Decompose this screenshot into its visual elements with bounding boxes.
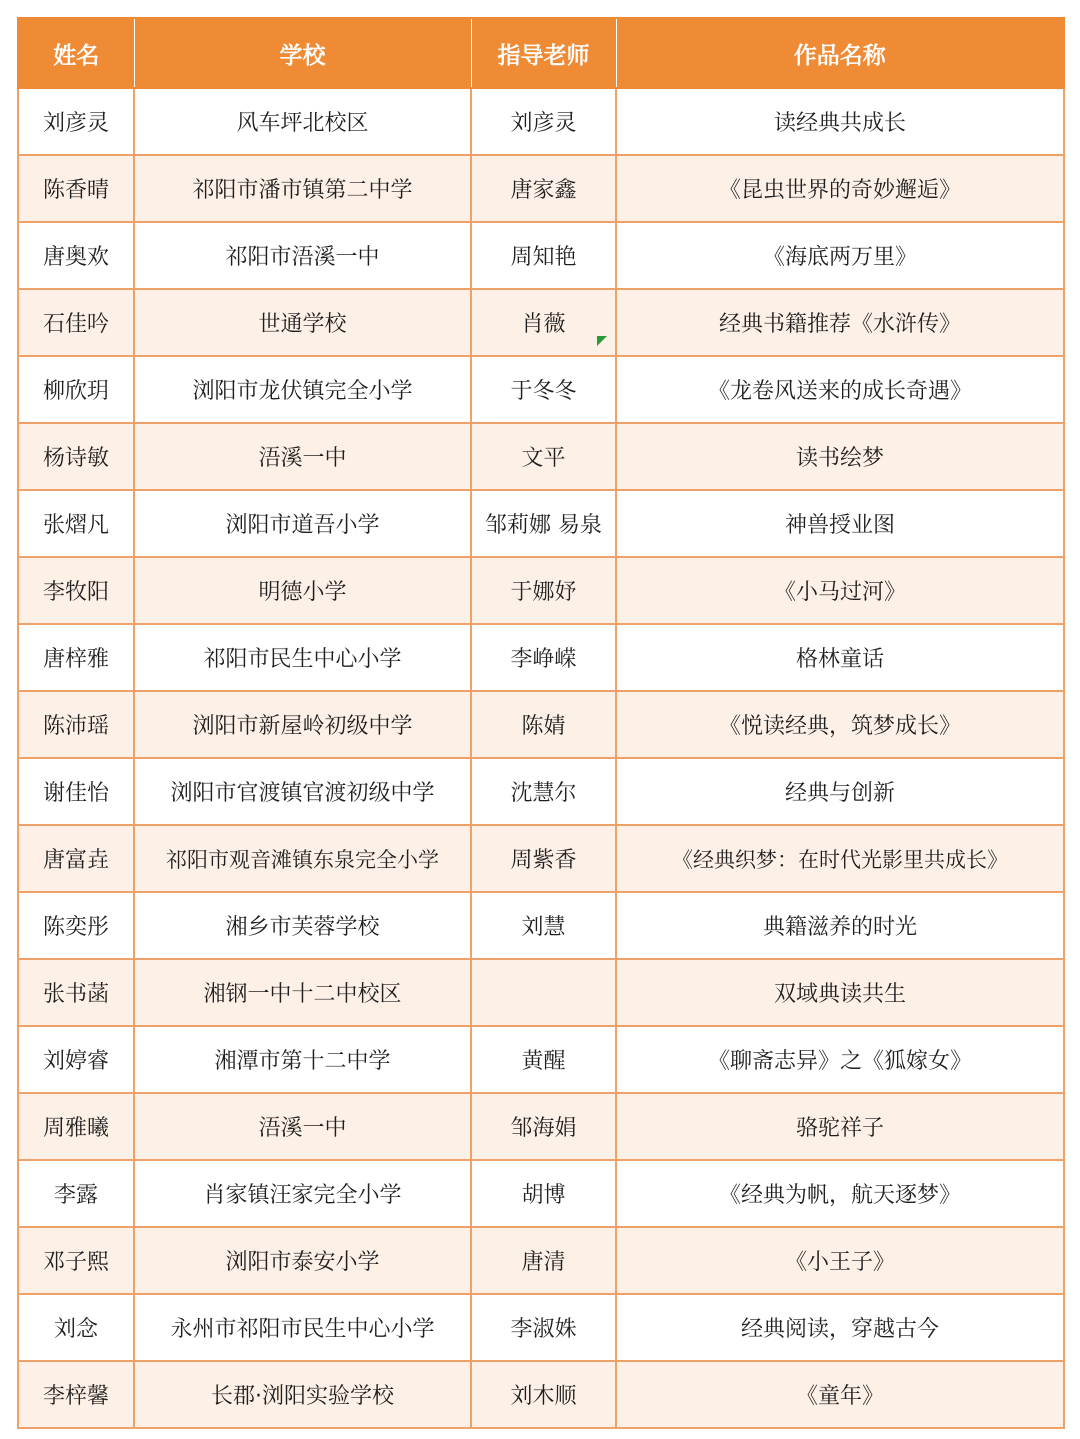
cell-name: 李露 [18,1160,134,1227]
cell-school: 明德小学 [134,557,471,624]
table-row [18,825,1064,892]
cell-work: 《龙卷风送来的成长奇遇》 [616,356,1064,423]
cell-school: 永州市祁阳市民生中心小学 [134,1294,471,1361]
cell-work: 格林童话 [616,624,1064,691]
cell-school: 祁阳市浯溪一中 [134,222,471,289]
table-row [18,490,1064,557]
cell-teacher: 唐家鑫 [471,155,616,222]
cell-work: 骆驼祥子 [616,1093,1064,1160]
cell-work: 典籍滋养的时光 [616,892,1064,959]
cell-teacher: 邹海娟 [471,1093,616,1160]
award-table [17,17,1065,1429]
cell-name: 石佳吟 [18,289,134,356]
cell-name: 张书菡 [18,959,134,1026]
table-row [18,1093,1064,1160]
table-row [18,88,1064,155]
cell-work: 《经典织梦：在时代光影里共成长》 [616,825,1064,892]
cell-work: 经典书籍推荐《水浒传》 [616,289,1064,356]
cell-teacher: 刘慧 [471,892,616,959]
table-row [18,222,1064,289]
cell-teacher: 唐清 [471,1227,616,1294]
cell-name: 唐梓雅 [18,624,134,691]
cell-teacher: 文平 [471,423,616,490]
cell-work: 《经典为帆，航天逐梦》 [616,1160,1064,1227]
cell-school: 浏阳市新屋岭初级中学 [134,691,471,758]
header-row [18,18,1064,88]
cell-teacher [471,959,616,1026]
table-row [18,356,1064,423]
table-row [18,557,1064,624]
cell-work: 读书绘梦 [616,423,1064,490]
cell-teacher: 黄醒 [471,1026,616,1093]
cell-work: 经典与创新 [616,758,1064,825]
cell-name: 唐奥欢 [18,222,134,289]
cell-name: 谢佳怡 [18,758,134,825]
cell-school: 世通学校 [134,289,471,356]
cell-name: 柳欣玥 [18,356,134,423]
cell-teacher: 于娜妤 [471,557,616,624]
cell-teacher: 肖薇 [471,289,616,356]
table-row [18,959,1064,1026]
cell-name: 刘彦灵 [18,88,134,155]
cell-teacher: 于冬冬 [471,356,616,423]
cell-name: 李牧阳 [18,557,134,624]
cell-teacher: 陈婧 [471,691,616,758]
cell-school: 浏阳市龙伏镇完全小学 [134,356,471,423]
cell-school: 祁阳市民生中心小学 [134,624,471,691]
cell-teacher: 沈慧尔 [471,758,616,825]
cell-school: 浏阳市泰安小学 [134,1227,471,1294]
cell-work: 双域典读共生 [616,959,1064,1026]
header-work: 作品名称 [616,18,1064,88]
cell-teacher: 邹莉娜 易泉 [471,490,616,557]
cell-work: 读经典共成长 [616,88,1064,155]
header-teacher: 指导老师 [471,18,616,88]
cell-name: 陈香晴 [18,155,134,222]
cell-work: 《昆虫世界的奇妙邂逅》 [616,155,1064,222]
cell-school: 祁阳市观音滩镇东泉完全小学 [134,825,471,892]
table-row [18,289,1064,356]
table-row [18,1361,1064,1428]
cell-name: 李梓馨 [18,1361,134,1428]
cell-teacher: 胡博 [471,1160,616,1227]
table-row [18,892,1064,959]
table-row [18,155,1064,222]
cell-teacher: 李淑姝 [471,1294,616,1361]
cell-name: 陈沛瑶 [18,691,134,758]
cell-teacher: 刘彦灵 [471,88,616,155]
cell-school: 湘潭市第十二中学 [134,1026,471,1093]
cell-school: 祁阳市潘市镇第二中学 [134,155,471,222]
cell-school: 浏阳市道吾小学 [134,490,471,557]
table-body [18,88,1064,1428]
cell-teacher: 李峥嵘 [471,624,616,691]
cell-work: 神兽授业图 [616,490,1064,557]
cell-school: 肖家镇汪家完全小学 [134,1160,471,1227]
cell-school: 风车坪北校区 [134,88,471,155]
cell-name: 刘念 [18,1294,134,1361]
cell-school: 浯溪一中 [134,423,471,490]
cell-name: 杨诗敏 [18,423,134,490]
award-table-container [17,17,1063,1429]
cell-work: 《小王子》 [616,1227,1064,1294]
cell-name: 唐富垚 [18,825,134,892]
cell-teacher: 周知艳 [471,222,616,289]
table-row [18,624,1064,691]
cell-school: 湘钢一中十二中校区 [134,959,471,1026]
cell-school: 浯溪一中 [134,1093,471,1160]
cell-work: 《童年》 [616,1361,1064,1428]
cell-school: 湘乡市芙蓉学校 [134,892,471,959]
cell-work: 《海底两万里》 [616,222,1064,289]
table-row [18,423,1064,490]
cell-school: 长郡·浏阳实验学校 [134,1361,471,1428]
cell-comment-marker-icon [597,336,607,346]
table-row [18,691,1064,758]
cell-teacher: 刘木顺 [471,1361,616,1428]
cell-name: 周雅曦 [18,1093,134,1160]
table-row [18,1160,1064,1227]
cell-name: 刘婷睿 [18,1026,134,1093]
cell-school: 浏阳市官渡镇官渡初级中学 [134,758,471,825]
cell-name: 邓子熙 [18,1227,134,1294]
table-row [18,1227,1064,1294]
cell-name: 陈奕彤 [18,892,134,959]
header-name: 姓名 [18,18,134,88]
header-school: 学校 [134,18,471,88]
table-row [18,1294,1064,1361]
cell-work: 经典阅读，穿越古今 [616,1294,1064,1361]
cell-work: 《小马过河》 [616,557,1064,624]
table-row [18,758,1064,825]
cell-work: 《悦读经典，筑梦成长》 [616,691,1064,758]
table-row [18,1026,1064,1093]
cell-teacher: 周紫香 [471,825,616,892]
table-header [18,18,1064,88]
cell-name: 张熠凡 [18,490,134,557]
cell-work: 《聊斋志异》之《狐嫁女》 [616,1026,1064,1093]
